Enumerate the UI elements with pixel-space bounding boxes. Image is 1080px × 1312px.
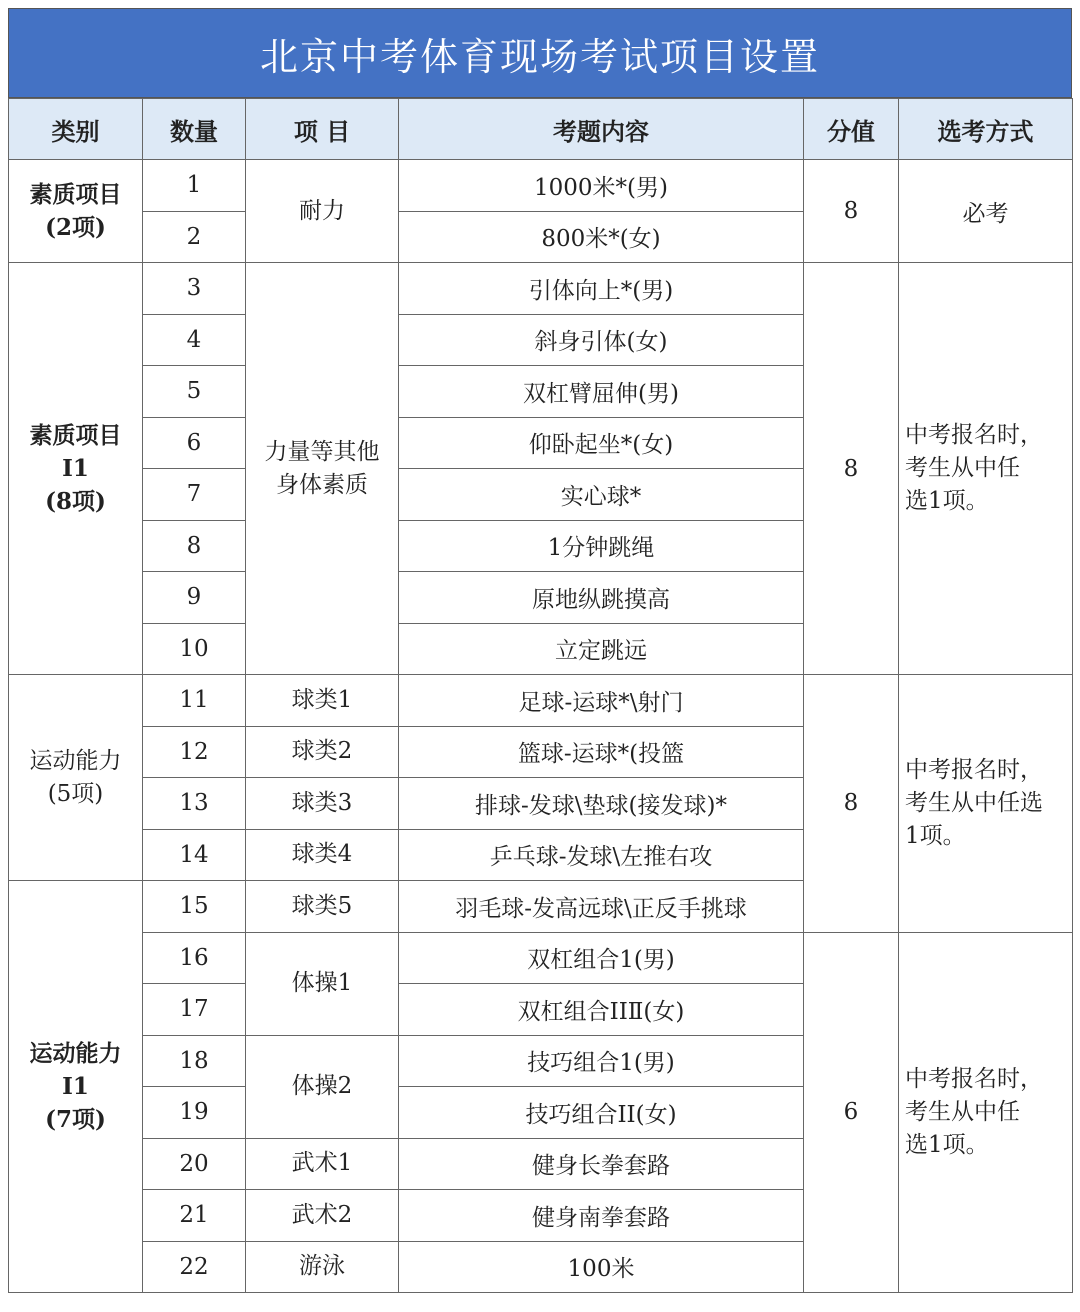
mode-cell-line: 选1项。 bbox=[905, 488, 989, 514]
number-cell: 18 bbox=[143, 1035, 246, 1087]
category-cell-line: 运动能力 bbox=[29, 1040, 122, 1067]
mode-cell bbox=[899, 675, 1073, 933]
item-cell-line: 体操1 bbox=[291, 970, 353, 996]
content-cell: 立定跳远 bbox=[399, 623, 804, 675]
item-cell bbox=[246, 778, 399, 830]
number-cell: 16 bbox=[143, 932, 246, 984]
content-cell: 健身长拳套路 bbox=[399, 1138, 804, 1190]
item-cell-line: 武术1 bbox=[291, 1150, 353, 1177]
mode-cell-line: 选1项。 bbox=[905, 1131, 989, 1158]
content-cell: 技巧组合1(男) bbox=[399, 1035, 804, 1087]
content-cell: 100米 bbox=[399, 1241, 804, 1293]
item-cell-line: 球类3 bbox=[291, 789, 353, 816]
mode-cell-line: 考生从中任选 bbox=[905, 789, 1043, 816]
item-cell bbox=[246, 1138, 399, 1190]
item-cell-line: 体操2 bbox=[291, 1073, 353, 1099]
category-cell bbox=[9, 881, 143, 1293]
content-cell: 篮球-运球*(投篮 bbox=[399, 726, 804, 778]
mode-cell-line: 1项。 bbox=[905, 822, 966, 849]
content-cell: 健身南拳套路 bbox=[399, 1190, 804, 1242]
mode-cell bbox=[899, 932, 1073, 1293]
content-cell: 实心球* bbox=[399, 469, 804, 521]
item-cell-line: 球类4 bbox=[291, 841, 353, 868]
category-cell bbox=[9, 160, 143, 263]
item-cell bbox=[246, 726, 399, 778]
item-cell-line: 耐力 bbox=[299, 197, 345, 224]
number-cell: 3 bbox=[143, 263, 246, 315]
score-cell: 8 bbox=[804, 160, 899, 263]
mode-cell-line: 中考报名时， bbox=[905, 756, 1043, 783]
category-cell-line: (7项) bbox=[45, 1106, 106, 1133]
header-mode: 选考方式 bbox=[899, 99, 1073, 160]
table-title: 北京中考体育现场考试项目设置 bbox=[8, 8, 1072, 98]
item-cell bbox=[246, 675, 399, 727]
item-cell-line: 身体素质 bbox=[276, 471, 368, 498]
content-cell: 斜身引体(女) bbox=[399, 314, 804, 366]
mode-cell bbox=[899, 263, 1073, 675]
content-cell: 羽毛球-发高远球\正反手挑球 bbox=[399, 881, 804, 933]
category-cell-line: 素质项目 bbox=[29, 422, 122, 449]
number-cell: 4 bbox=[143, 314, 246, 366]
number-cell: 11 bbox=[143, 675, 246, 727]
category-cell-line: I1 bbox=[62, 455, 89, 482]
number-cell: 8 bbox=[143, 520, 246, 572]
category-cell bbox=[9, 675, 143, 881]
content-cell: 双杠组合IIⅡ(女) bbox=[399, 984, 804, 1036]
header-content: 考题内容 bbox=[399, 99, 804, 160]
category-cell-line: I1 bbox=[62, 1073, 89, 1100]
content-cell: 原地纵跳摸高 bbox=[399, 572, 804, 624]
category-cell-line: 素质项目 bbox=[29, 181, 122, 208]
content-cell: 排球-发球\垫球(接发球)* bbox=[399, 778, 804, 830]
category-cell-line: (8项) bbox=[45, 488, 106, 515]
score-cell: 8 bbox=[804, 263, 899, 675]
item-cell-line: 球类5 bbox=[291, 892, 353, 919]
content-cell: 技巧组合II(女) bbox=[399, 1087, 804, 1139]
number-cell: 1 bbox=[143, 160, 246, 212]
header-category: 类别 bbox=[9, 99, 143, 160]
category-cell bbox=[9, 263, 143, 675]
number-cell: 13 bbox=[143, 778, 246, 830]
number-cell: 22 bbox=[143, 1241, 246, 1293]
exam-items-table bbox=[8, 98, 1073, 1293]
content-cell: 1000米*(男) bbox=[399, 160, 804, 212]
score-cell: 6 bbox=[804, 932, 899, 1293]
item-cell bbox=[246, 1241, 399, 1293]
item-cell bbox=[246, 1190, 399, 1242]
mode-cell-line: 必考 bbox=[962, 200, 1009, 227]
item-cell-line: 球类2 bbox=[291, 738, 353, 765]
item-cell bbox=[246, 160, 399, 263]
header-row bbox=[9, 99, 1073, 160]
item-cell bbox=[246, 1035, 399, 1138]
number-cell: 21 bbox=[143, 1190, 246, 1242]
item-cell bbox=[246, 881, 399, 933]
item-cell bbox=[246, 263, 399, 675]
number-cell: 20 bbox=[143, 1138, 246, 1190]
content-cell: 仰卧起坐*(女) bbox=[399, 417, 804, 469]
item-cell bbox=[246, 932, 399, 1035]
category-cell-line: 运动能力 bbox=[29, 747, 122, 774]
mode-cell-line: 考生从中任 bbox=[905, 455, 1020, 481]
number-cell: 10 bbox=[143, 623, 246, 675]
item-cell-line: 力量等其他 bbox=[264, 438, 380, 465]
mode-cell-line: 中考报名时， bbox=[905, 422, 1043, 448]
item-cell-line: 球类1 bbox=[291, 686, 353, 713]
item-cell bbox=[246, 829, 399, 881]
header-item: 项 目 bbox=[246, 99, 399, 160]
number-cell: 14 bbox=[143, 829, 246, 881]
content-cell: 双杠臂屈伸(男) bbox=[399, 366, 804, 418]
header-number: 数量 bbox=[143, 99, 246, 160]
number-cell: 17 bbox=[143, 984, 246, 1036]
mode-cell-line: 中考报名时， bbox=[905, 1065, 1043, 1092]
number-cell: 15 bbox=[143, 881, 246, 933]
number-cell: 2 bbox=[143, 211, 246, 263]
header-score: 分值 bbox=[804, 99, 899, 160]
content-cell: 足球-运球*\射门 bbox=[399, 675, 804, 727]
item-cell-line: 游泳 bbox=[299, 1253, 345, 1280]
number-cell: 19 bbox=[143, 1087, 246, 1139]
table-row bbox=[9, 932, 1073, 984]
mode-cell-line: 考生从中任 bbox=[905, 1098, 1020, 1125]
content-cell: 800米*(女) bbox=[399, 211, 804, 263]
score-cell: 8 bbox=[804, 675, 899, 933]
table-row bbox=[9, 263, 1073, 315]
number-cell: 7 bbox=[143, 469, 246, 521]
category-cell-line: (5项) bbox=[47, 780, 104, 807]
number-cell: 6 bbox=[143, 417, 246, 469]
table-row bbox=[9, 675, 1073, 727]
item-cell-line: 武术2 bbox=[291, 1201, 353, 1228]
table-container bbox=[8, 8, 1072, 1293]
mode-cell bbox=[899, 160, 1073, 263]
category-cell-line: (2项) bbox=[45, 214, 106, 241]
number-cell: 12 bbox=[143, 726, 246, 778]
content-cell: 引体向上*(男) bbox=[399, 263, 804, 315]
content-cell: 1分钟跳绳 bbox=[399, 520, 804, 572]
content-cell: 乒乓球-发球\左推右攻 bbox=[399, 829, 804, 881]
content-cell: 双杠组合1(男) bbox=[399, 932, 804, 984]
table-row bbox=[9, 160, 1073, 212]
number-cell: 9 bbox=[143, 572, 246, 624]
number-cell: 5 bbox=[143, 366, 246, 418]
